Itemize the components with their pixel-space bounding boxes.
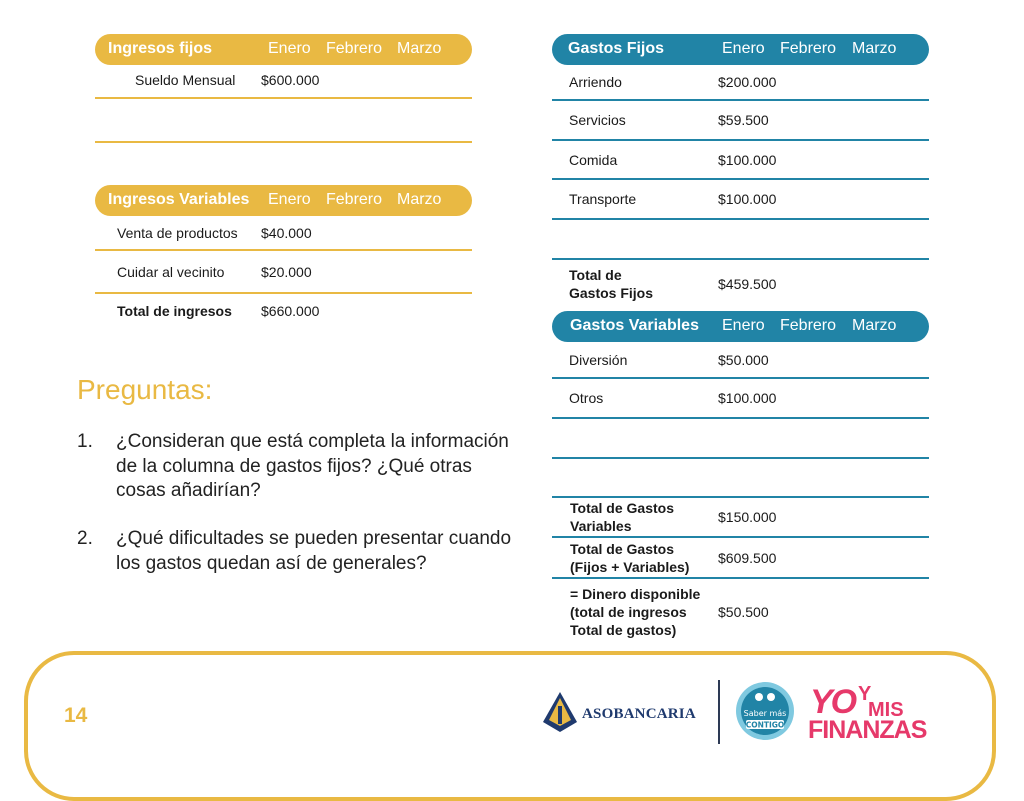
page-number: 14 (64, 704, 88, 727)
month-enero: Enero (722, 317, 765, 334)
total-value: $660.000 (261, 303, 320, 319)
table-row (552, 64, 929, 100)
table-row (95, 252, 472, 292)
saber-mas-contigo-logo-icon (735, 681, 795, 741)
row-label: Venta de productos (117, 225, 238, 241)
total-value: $459.500 (718, 276, 777, 292)
table-row (95, 216, 472, 250)
total-label: Total de Gastos Fijos (569, 267, 654, 301)
question-text: ¿Consideran que está completa la información de la columna de gastos fijos? ¿Qué otras cosas añadirían? (116, 431, 509, 501)
month-marzo: Marzo (397, 40, 442, 57)
ingresos-fijos-header (95, 34, 472, 65)
svg-text:Saber más: Saber más (743, 709, 787, 718)
row-divider (552, 258, 929, 260)
row-value: $600.000 (261, 72, 320, 88)
question-number: 2. (77, 528, 93, 549)
row-label: Transporte (569, 190, 637, 207)
month-marzo: Marzo (397, 191, 442, 208)
logo-mis-text: MIS (868, 699, 904, 721)
svg-text:CONTIGO: CONTIGO (745, 720, 785, 730)
gastos-variables-title: Gastos Variables (570, 317, 699, 334)
logo-yo-text: YO (810, 683, 856, 721)
row-value: $200.000 (718, 74, 777, 90)
table-row (552, 379, 929, 417)
table-row (552, 180, 929, 217)
gastos-variables-header (552, 311, 929, 342)
month-enero: Enero (722, 40, 765, 57)
month-enero: Enero (268, 40, 311, 57)
row-divider (95, 97, 472, 99)
table-row (552, 141, 929, 179)
row-divider (552, 417, 929, 419)
row-label: Sueldo Mensual (135, 72, 236, 88)
total-row (552, 584, 929, 640)
month-febrero: Febrero (780, 317, 837, 334)
month-febrero: Febrero (326, 40, 383, 57)
row-value: $100.000 (718, 190, 777, 207)
row-value: $100.000 (718, 152, 777, 168)
row-value: $40.000 (261, 225, 312, 241)
row-divider (95, 141, 472, 143)
logo-y-text: Y (858, 683, 872, 705)
gastos-fijos-header (552, 34, 929, 65)
row-divider (552, 457, 929, 459)
total-row (552, 498, 929, 536)
row-label: Cuidar al vecinito (117, 264, 225, 280)
row-label: Comida (569, 152, 618, 168)
month-febrero: Febrero (780, 40, 837, 57)
dinero-disponible-value: $50.500 (718, 604, 769, 620)
row-divider (95, 249, 472, 251)
row-value: $20.000 (261, 264, 312, 280)
row-value: $50.000 (718, 352, 769, 368)
month-marzo: Marzo (852, 40, 897, 57)
total-value: $609.500 (718, 549, 777, 566)
total-label: Total de ingresos (117, 303, 232, 319)
table-row (552, 342, 929, 378)
ingresos-fijos-title: Ingresos fijos (108, 40, 213, 57)
total-label: Total de Gastos Variables (570, 500, 674, 534)
asobancaria-wordmark: ASOBANCARIA (582, 706, 696, 722)
footer-divider (718, 680, 720, 744)
logo-finanzas-text: FINANZAS (808, 716, 927, 744)
month-marzo: Marzo (852, 317, 897, 334)
total-row (552, 538, 929, 577)
table-row (95, 62, 472, 98)
ingresos-variables-header (95, 185, 472, 216)
yo-mis-finanzas-logo-icon (806, 683, 928, 743)
total-value: $150.000 (718, 509, 777, 525)
row-value: $59.500 (718, 112, 769, 128)
row-label: Diversión (569, 352, 628, 368)
row-label: Otros (569, 390, 604, 406)
row-label: Arriendo (569, 74, 622, 90)
row-divider (552, 577, 929, 579)
total-label: Total de Gastos (Fijos + Variables) (570, 540, 690, 575)
question-number: 1. (77, 431, 93, 452)
total-row (95, 294, 472, 328)
month-enero: Enero (268, 191, 311, 208)
gastos-fijos-title: Gastos Fijos (568, 40, 665, 57)
dinero-disponible-label: = Dinero disponible (total de ingresos Total de gastos) (570, 586, 701, 638)
row-label: Servicios (569, 112, 626, 128)
total-row (552, 262, 929, 306)
question-text: ¿Qué dificultades se pueden presentar cuando los gastos quedan así de generales? (116, 528, 512, 574)
ingresos-variables-title: Ingresos Variables (108, 191, 250, 208)
row-value: $100.000 (718, 390, 777, 406)
row-divider (552, 218, 929, 220)
table-row (552, 101, 929, 139)
month-febrero: Febrero (326, 191, 383, 208)
preguntas-title: Preguntas: (77, 374, 213, 405)
